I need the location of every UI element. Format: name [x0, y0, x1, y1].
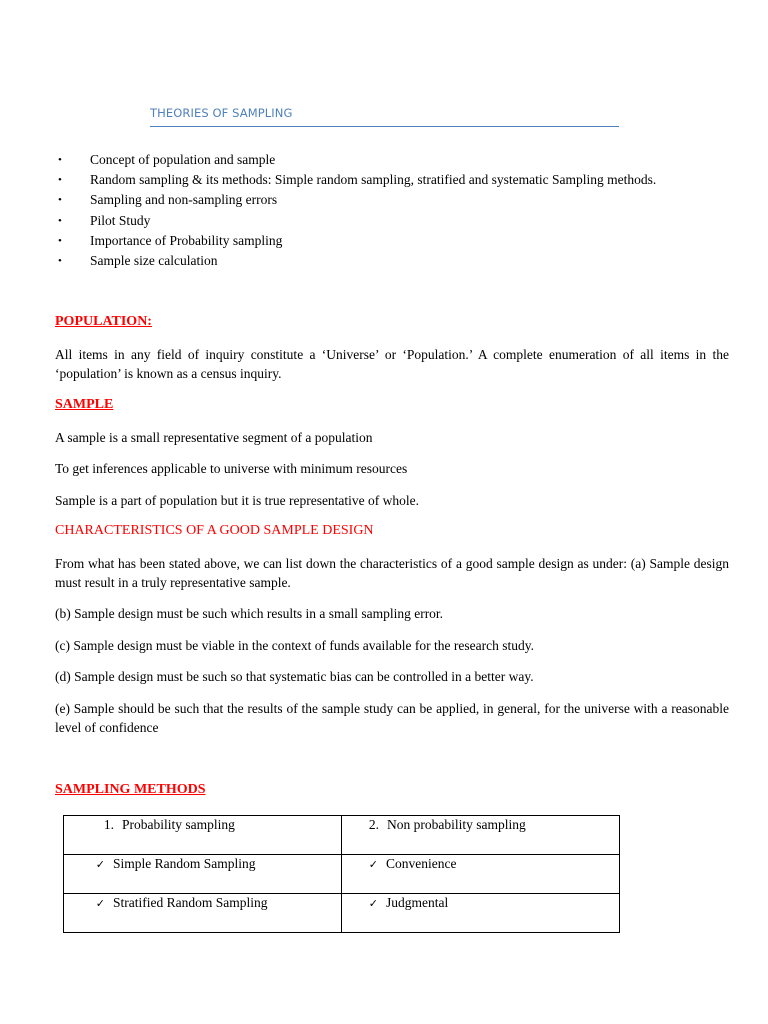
characteristics-paragraph: (d) Sample design must be such so that systematic bias can be controlled in a better way.: [55, 669, 534, 684]
topic-text: Concept of population and sample: [90, 152, 276, 167]
characteristics-paragraph: From what has been stated above, we can list down the characteristics of a good sample design as under: (a) Sample design must result in a truly representative sample.: [55, 556, 729, 590]
column-number: 1.: [103, 817, 114, 832]
characteristics-paragraph: (b) Sample design must be such which results in a small sampling error.: [55, 606, 444, 621]
sample-line: A sample is a small representative segment of a population: [55, 430, 373, 445]
bullet-icon: •: [58, 214, 62, 227]
bullet-icon: •: [58, 174, 62, 187]
sample-line: To get inferences applicable to universe with minimum resources: [55, 461, 408, 476]
population-paragraph: All items in any field of inquiry constitute a ‘Universe’ or ‘Population.’ A complete enumeration of all items in the ‘population’ is known as a census inquiry.: [55, 347, 729, 381]
column-number: 2.: [368, 817, 379, 832]
list-item: [55, 170, 656, 190]
topic-text: Pilot Study: [90, 212, 151, 228]
table-cell-text: Simple Random Sampling: [113, 856, 256, 871]
characteristics-paragraph: (e) Sample should be such that the results of the sample study can be applied, in general, for the universe with a reasonable level of confidence: [55, 701, 729, 735]
table-cell: [342, 894, 620, 933]
list-item: [55, 190, 656, 210]
check-icon: ✓: [95, 897, 105, 910]
topic-text: Sample size calculation: [90, 252, 218, 268]
bullet-icon: •: [58, 154, 62, 166]
check-icon: ✓: [368, 897, 378, 910]
table-cell: [64, 855, 342, 894]
characteristics-heading: CHARACTERISTICS OF A GOOD SAMPLE DESIGN: [55, 523, 374, 538]
table-cell-text: Stratified Random Sampling: [113, 895, 268, 910]
table-cell: [64, 894, 342, 933]
characteristics-paragraph: (c) Sample design must be viable in the context of funds available for the research study.: [55, 638, 534, 653]
sample-heading: SAMPLE: [55, 397, 114, 412]
table-cell: [64, 816, 342, 855]
check-icon: ✓: [95, 858, 105, 871]
table-cell-text: Convenience: [386, 856, 457, 871]
table-cell: [342, 855, 620, 894]
column-header: Non probability sampling: [387, 817, 526, 832]
table-row: [64, 894, 620, 933]
sample-line: Sample is a part of population but it is true representative of whole.: [55, 493, 420, 508]
topic-text: Random sampling & its methods: Simple random sampling, stratified and systematic Sampling methods.: [90, 172, 657, 188]
table-cell-text: Judgmental: [386, 895, 449, 910]
bullet-icon: •: [58, 194, 62, 207]
list-item: [55, 211, 656, 231]
table-row: [64, 816, 620, 855]
column-header: Probability sampling: [122, 817, 235, 832]
list-item: [55, 150, 656, 170]
topic-text: Sampling and non-sampling errors: [90, 192, 278, 208]
sampling-methods-table: [63, 815, 620, 933]
population-heading: POPULATION:: [55, 314, 152, 329]
check-icon: ✓: [368, 858, 378, 871]
sampling-methods-heading: SAMPLING METHODS: [55, 782, 206, 797]
table-row: [64, 855, 620, 894]
list-item: [55, 251, 656, 271]
bullet-icon: •: [58, 254, 62, 267]
list-item: [55, 231, 656, 251]
topic-list: [55, 150, 656, 271]
document-title: THEORIES OF SAMPLING: [150, 106, 619, 127]
bullet-icon: •: [58, 234, 62, 247]
table-cell: [342, 816, 620, 855]
topic-text: Importance of Probability sampling: [90, 232, 283, 248]
